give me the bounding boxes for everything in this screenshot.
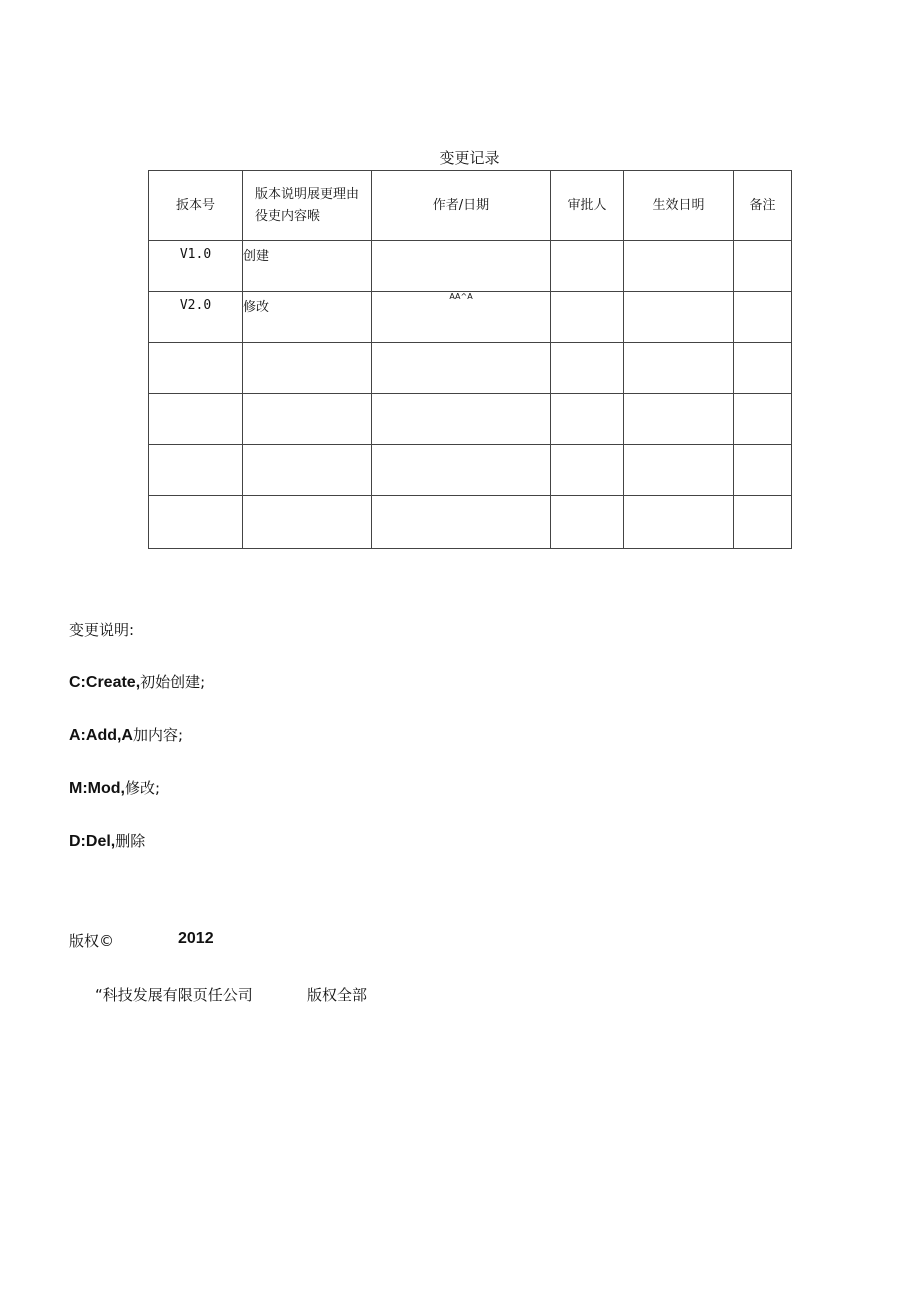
note-code: A:Add,A — [69, 727, 133, 744]
cell-remarks — [734, 241, 792, 292]
cell-description — [243, 496, 372, 549]
cell-effective-date — [624, 496, 734, 549]
cell-description — [243, 445, 372, 496]
note-text: 初始创建; — [140, 673, 206, 691]
notes-heading: 变更说明: — [69, 621, 135, 639]
cell-remarks — [734, 496, 792, 549]
header-version: 扳本号 — [149, 171, 243, 241]
copyright-label: 版权© — [69, 932, 115, 950]
table-row — [149, 445, 792, 496]
note-text: 删除 — [115, 832, 146, 850]
note-code: C:Create, — [69, 674, 141, 691]
cell-author-date — [372, 241, 551, 292]
note-item-del — [69, 830, 145, 851]
note-item-add — [69, 724, 183, 745]
cell-remarks — [734, 292, 792, 343]
change-log-title: 变更记录 — [439, 149, 500, 167]
header-description: 版本说明展更理由役吏内容喉 — [243, 171, 372, 241]
table-header-row — [149, 171, 792, 241]
cell-version — [149, 496, 243, 549]
cell-author-date: AA^A — [372, 292, 551, 343]
header-approver: 审批人 — [551, 171, 624, 241]
cell-version: V2.0 — [149, 292, 243, 343]
header-effective-date: 生效日明 — [624, 171, 734, 241]
change-log-table — [148, 170, 792, 549]
note-text: 修改; — [124, 779, 161, 797]
cell-version — [149, 394, 243, 445]
cell-author-date — [372, 343, 551, 394]
cell-author-date — [372, 445, 551, 496]
header-remarks: 备注 — [734, 171, 792, 241]
note-text: 加内容; — [132, 726, 184, 744]
cell-effective-date — [624, 292, 734, 343]
cell-approver — [551, 445, 624, 496]
table-row — [149, 292, 792, 343]
cell-description — [243, 343, 372, 394]
cell-description: 修改 — [243, 292, 372, 343]
note-code: D:Del, — [69, 833, 116, 850]
cell-author-date — [372, 496, 551, 549]
cell-approver — [551, 292, 624, 343]
note-item-mod — [69, 777, 160, 798]
company-name: “科技发展有限页任公司 — [95, 986, 253, 1004]
cell-remarks — [734, 343, 792, 394]
cell-author-date — [372, 394, 551, 445]
cell-approver — [551, 394, 624, 445]
cell-version — [149, 445, 243, 496]
table-row — [149, 394, 792, 445]
cell-version: V1.0 — [149, 241, 243, 292]
cell-description: 创建 — [243, 241, 372, 292]
cell-description — [243, 394, 372, 445]
cell-effective-date — [624, 241, 734, 292]
cell-approver — [551, 343, 624, 394]
rights-reserved: 版权全部 — [307, 986, 368, 1004]
cell-effective-date — [624, 445, 734, 496]
cell-remarks — [734, 394, 792, 445]
cell-effective-date — [624, 343, 734, 394]
cell-remarks — [734, 445, 792, 496]
note-code: M:Mod, — [69, 780, 125, 797]
table-row — [149, 343, 792, 394]
cell-approver — [551, 241, 624, 292]
cell-effective-date — [624, 394, 734, 445]
header-author-date: 作者/日期 — [372, 171, 551, 241]
note-item-create — [69, 671, 205, 692]
table-row — [149, 241, 792, 292]
table-row — [149, 496, 792, 549]
cell-approver — [551, 496, 624, 549]
copyright-year: 2012 — [178, 930, 214, 947]
cell-version — [149, 343, 243, 394]
